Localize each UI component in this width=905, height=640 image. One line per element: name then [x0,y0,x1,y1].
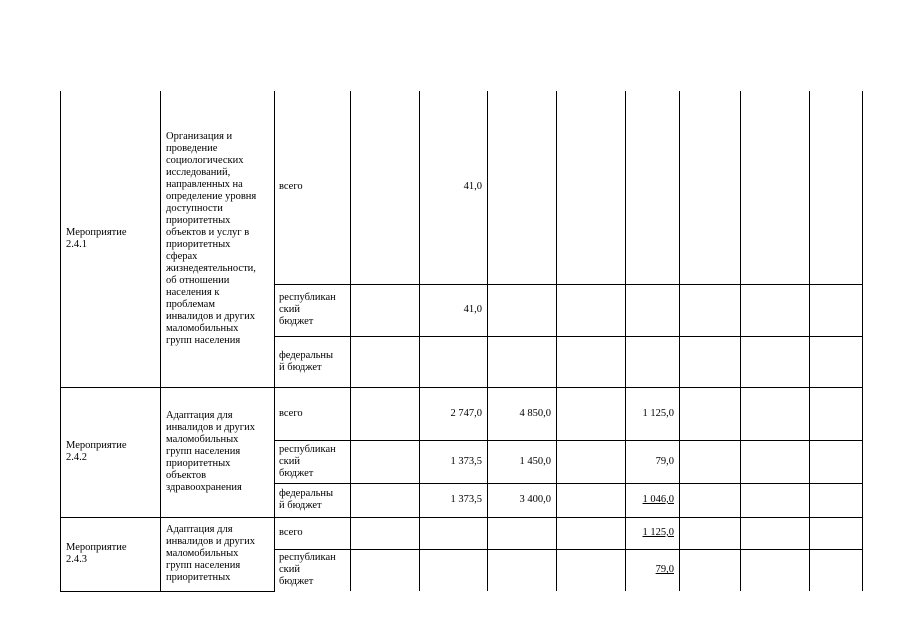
event-label: Мероприятие 2.4.2 [61,387,161,517]
budget-table [60,91,863,592]
value-cell: 1 450,0 [488,440,557,483]
value-cell [810,440,863,483]
event-label: Мероприятие 2.4.1 [61,91,161,387]
value-cell [626,284,680,336]
value-cell [741,440,810,483]
value-cell [557,91,626,284]
event-description: Адаптация для инвалидов и других маломобильных групп населения приоритетных [161,517,275,591]
funding-source: республикан ский бюджет [275,549,351,591]
value-cell [810,91,863,284]
funding-source: федеральны й бюджет [275,336,351,387]
value-cell [351,549,420,591]
value-cell [810,387,863,440]
value-cell [488,549,557,591]
value-cell [810,483,863,517]
value-cell [680,91,741,284]
value-cell [488,91,557,284]
value-cell: 1 373,5 [420,483,488,517]
value-cell [741,549,810,591]
value-cell [351,387,420,440]
event-label: Мероприятие 2.4.3 [61,517,161,591]
value-cell [741,336,810,387]
event-description: Организация и проведение социологических исследований, направленных на определение уровня доступности приоритетных объектов и услуг в приоритетных сферах жизнедеятельности, об отношении населения к проблемам инвалидов и других маломобильных групп населения [161,91,275,387]
value-cell: 4 850,0 [488,387,557,440]
value-cell [810,284,863,336]
table-row [61,387,863,440]
event-description: Адаптация для инвалидов и других маломобильных групп населения приоритетных объектов здравоохранения [161,387,275,517]
value-cell: 41,0 [420,284,488,336]
table-row [61,91,863,284]
table-row [61,517,863,549]
value-cell: 3 400,0 [488,483,557,517]
value-cell [557,440,626,483]
value-cell [680,549,741,591]
value-cell [351,91,420,284]
value-cell [557,517,626,549]
value-cell [420,517,488,549]
funding-source: республикан ский бюджет [275,440,351,483]
value-cell [557,549,626,591]
value-cell: 1 125,0 [626,517,680,549]
value-cell [680,483,741,517]
value-cell [741,284,810,336]
value-cell: 79,0 [626,549,680,591]
funding-source: всего [275,387,351,440]
value-cell [557,387,626,440]
funding-source: всего [275,91,351,284]
value-cell [488,517,557,549]
value-cell [420,336,488,387]
funding-source: республикан ский бюджет [275,284,351,336]
value-cell [626,91,680,284]
value-cell [488,336,557,387]
funding-source: всего [275,517,351,549]
value-cell [351,483,420,517]
value-cell [351,440,420,483]
value-cell [351,517,420,549]
value-cell [680,517,741,549]
value-cell [741,517,810,549]
value-cell [741,91,810,284]
value-cell [351,336,420,387]
value-cell [680,284,741,336]
funding-source: федеральны й бюджет [275,483,351,517]
value-cell [680,440,741,483]
value-cell [810,336,863,387]
value-cell: 41,0 [420,91,488,284]
value-cell [680,336,741,387]
value-cell [420,549,488,591]
value-cell [557,284,626,336]
value-cell [626,336,680,387]
value-cell [680,387,741,440]
value-cell [810,549,863,591]
value-cell: 2 747,0 [420,387,488,440]
value-cell: 79,0 [626,440,680,483]
value-cell [351,284,420,336]
value-cell: 1 125,0 [626,387,680,440]
value-cell [557,336,626,387]
value-cell: 1 373,5 [420,440,488,483]
value-cell [741,483,810,517]
value-cell [810,517,863,549]
value-cell [488,284,557,336]
value-cell [741,387,810,440]
value-cell: 1 046,0 [626,483,680,517]
value-cell [557,483,626,517]
